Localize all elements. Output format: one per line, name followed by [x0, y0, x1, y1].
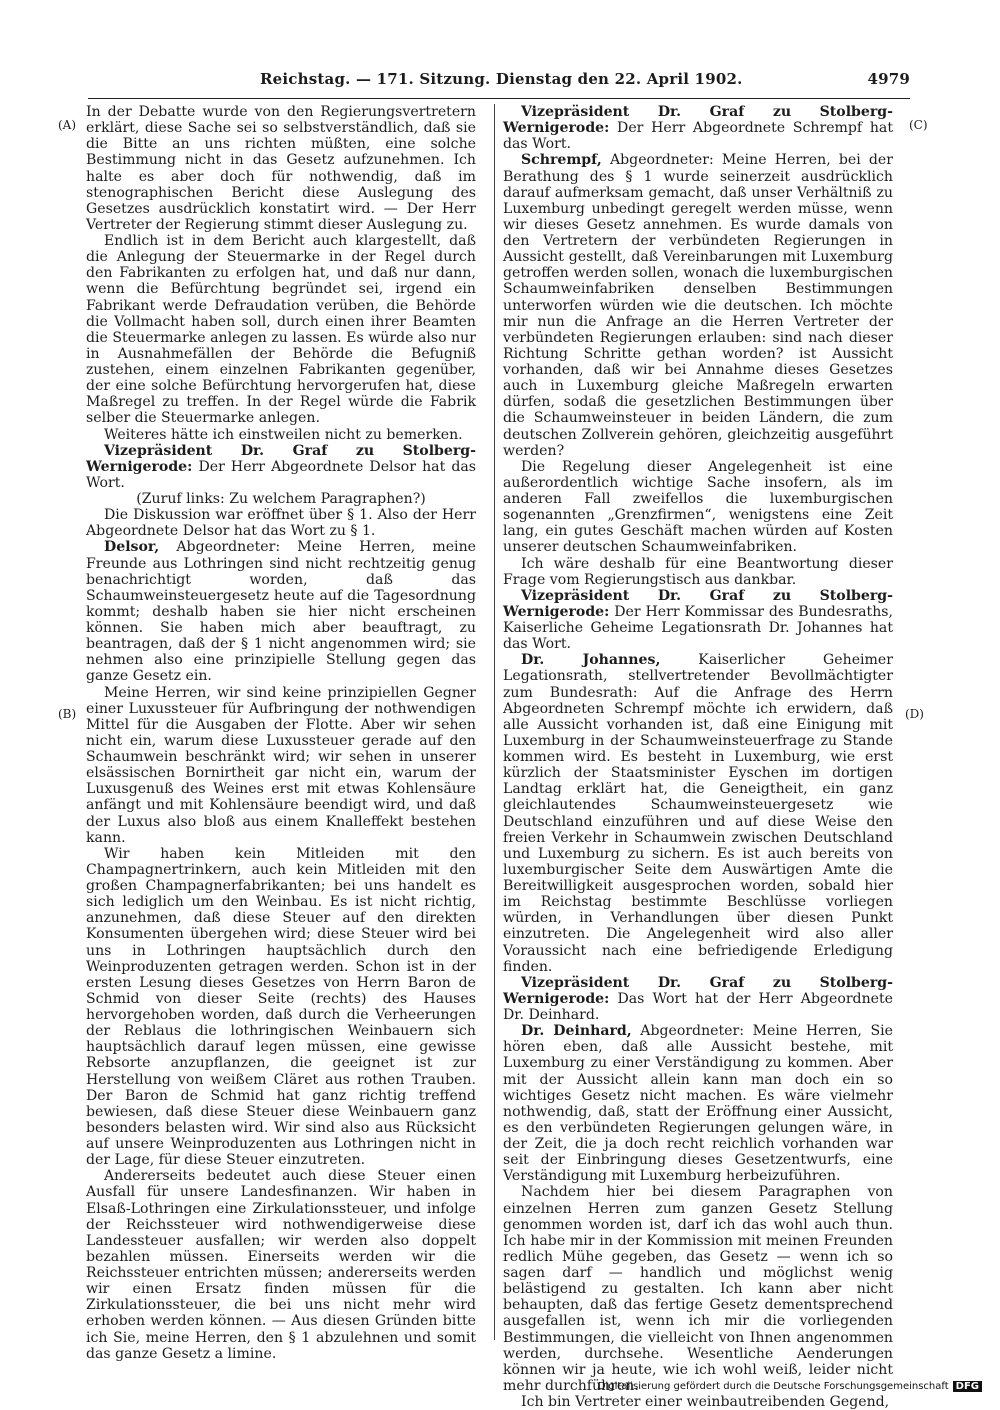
page-footer [598, 1381, 982, 1392]
speaker-paragraph [86, 539, 476, 684]
speaker-paragraph [503, 104, 893, 152]
paragraph-text: Kaiserlicher Geheimer Legationsrath, stellvertretender Bevollmächtigter zum Bundesrath: Auf die Anfrage des Herrn Abgeordneten Schrempf möchte ich erwidern, daß alle Aussicht vorhanden ist, daß eine Einigung mit Luxemburg in der Schaumweinsteuerfrage zu Stande kommen wird. Es besteht in Luxemburg, wie erst kürzlich der Staatsminister Eyschen im dortigen Landtag erklärt hat, die Geneigtheit, ein ganz gleichlautendes Schaumweinsteuergesetz wie Deutschland einzuführen und auf diese Weise den freien Verkehr in Schaumwein zwischen Deutschland und Luxemburg zu sichern. Es ist auch bereits von luxemburgischer Seite dem Auswärtigen Amte die Bereitwilligkeit ausgesprochen worden, sobald hier im Reichstag bestimmte Beschlüsse vorliegen würden, in Verhandlungen über diesen Punkt einzutreten. Die Angelegenheit wird also aller Voraussicht nach eine befriedigende Erledigung finden. [503, 652, 893, 975]
speaker-name: Dr. Johannes, [521, 652, 661, 669]
margin-marker-c: (C) [909, 118, 928, 132]
margin-marker-d: (D) [905, 707, 924, 721]
paragraph-text: Ich bin Vertreter einer weinbautreibenden Gegend, [521, 1394, 890, 1410]
paragraph-text: Meine Herren, wir sind keine prinzipiellen Gegner einer Luxussteuer für Aufbringung der nothwendigen Mittel für die Ausgaben der Flotte. Aber wir sehen nicht ein, warum diese Luxussteuer gerade auf den Schaumwein beschränkt wird; wir sehen in unserer elsässischen Bornirtheit gar nicht ein, warum der Luxusgenuß des Weines erst mit etwas Kohlensäure anfängt und mit Kohlensäure beendigt wird, und daß der Luxus also bloß aus einem Knalleffekt bestehen kann. [86, 684, 476, 846]
header-rule [88, 98, 910, 99]
speaker-name: Vizepräsident Dr. Graf zu Stolberg-Wernigerode: [503, 104, 893, 137]
paragraph [503, 1394, 893, 1410]
speaker-paragraph [503, 652, 893, 975]
paragraph [503, 459, 893, 556]
paragraph [86, 685, 476, 846]
speaker-name: Delsor, [104, 539, 160, 556]
paragraph [86, 233, 476, 427]
speaker-name: Schrempf, [521, 152, 602, 169]
speaker-name: Dr. Deinhard, [521, 1023, 632, 1040]
paragraph-text: In der Debatte wurde von den Regierungsvertretern erklärt, diese Sache sei so selbstverständlich, daß sie die Bitte an uns richten müßten, eine solche Bestimmung nicht in das Gesetz aufzunehmen. Ich halte es aber doch für nothwendig, daß im stenographischen Bericht diese Auslegung des Gesetzes ausdrücklich konstatirt wird. — Der Herr Vertreter der Regierung stimmt dieser Auslegung zu. [86, 104, 476, 233]
page-header [230, 70, 910, 92]
speaker-paragraph [86, 443, 476, 491]
paragraph [86, 427, 476, 443]
column-divider [494, 104, 495, 1340]
paragraph-text: Weiteres hätte ich einstweilen nicht zu bemerken. [104, 426, 463, 443]
speaker-paragraph [503, 975, 893, 1023]
page-number: 4979 [867, 70, 910, 88]
speaker-paragraph [503, 588, 893, 653]
paragraph [86, 507, 476, 539]
paragraph-text: Ich wäre deshalb für eine Beantwortung dieser Frage vom Regierungstisch aus dankbar. [503, 555, 893, 588]
paragraph-text: Abgeordneter: Meine Herren, meine Freunde aus Lothringen sind nicht rechtzeitig genug benachrichtigt worden, daß das Schaumweinsteuergesetz heute auf die Tagesordnung kommt; deshalb haben sie hier nicht erscheinen können. Sie haben mich aber beauftragt, zu beantragen, daß der § 1 nicht angenommen wird; sie nehmen also eine prinzipielle Stellung gegen das ganze Gesetz ein. [86, 539, 476, 685]
paragraph-text: Endlich ist in dem Bericht auch klargestellt, daß die Anlegung der Steuermarke in der Regel durch den Fabrikanten zu erfolgen hat, und daß nur dann, wenn die Befürchtung begründet sei, irgend ein Fabrikant werde Defraudation verüben, die Behörde die Vollmacht haben soll, durch einen ihrer Beamten die Steuermarke anlegen zu lassen. Es würde also nur in Ausnahmefällen der Behörde die Befugniß zustehen, einem einzelnen Fabrikanten gegenüber, der eine solche Befürchtung hervorgerufen hat, diese Maßregel zu treffen. In der Regel würde die Fabrik selber die Steuermarke anlegen. [86, 233, 476, 427]
paragraph-text: Abgeordneter: Meine Herren, bei der Berathung des § 1 wurde seinerzeit ausdrücklich darauf aufmerksam gemacht, daß unser Verhältniß zu Luxemburg unbedingt geregelt werden müsse, wenn wir dieses Gesetz annehmen. Es wurde damals von den Vertretern der verbündeten Regierungen in Aussicht gestellt, daß Vereinbarungen mit Luxemburg getroffen werden sollen, wonach die luxemburgischen Schaumweinfabriken denselben Bestimmungen unterworfen würden wie die deutschen. Ich möchte mir nun die Anfrage an die Herren Vertreter der verbündeten Regierungen erlauben: sind nach dieser Richtung Schritte gethan worden? ist Aussicht vorhanden, daß wir bei Annahme dieses Gesetzes auch in Luxemburg gleiche Maßregeln erwarten dürfen, sodaß die gesetzlichen Bestimmungen über die Schaumweinsteuer in beiden Ländern, die zum deutschen Zollverein gehören, gleichzeitig ausgeführt werden? [503, 152, 893, 459]
speaker-name: Vizepräsident Dr. Graf zu Stolberg-Wernigerode: [503, 974, 893, 1007]
paragraph-text: Nachdem hier bei diesem Paragraphen von einzelnen Herren zum ganzen Gesetz Stellung genommen worden ist, darf ich das wohl auch thun. Ich habe mir in der Kommission mit meinen Freunden redlich Mühe gegeben, das Gesetz — wenn ich so sagen darf — handlich und möglichst wenig belästigend zu gestalten. Ich kann aber nicht behaupten, daß das fertige Gesetz dementsprechend ausgefallen ist, wenn ich mir die vorliegenden Bestimmungen, die vielleicht von Ihnen angenommen werden, durchsehe. Wesentliche Aenderungen können wir ja heute, wie ich wohl weiß, leider nicht mehr durchführen. [503, 1184, 893, 1394]
margin-marker-a: (A) [58, 118, 77, 132]
speaker-paragraph [503, 152, 893, 458]
interjection [86, 491, 476, 507]
paragraph-text: Das Wort hat der Herr Abgeordnete Dr. Deinhard. [503, 990, 893, 1023]
footer-text: Digitalisierung gefördert durch die Deutsche Forschungsgemeinschaft [597, 1381, 949, 1392]
speaker-paragraph [503, 1023, 893, 1184]
dfg-logo: DFG [953, 1381, 982, 1392]
header-title: Reichstag. — 171. Sitzung. Dienstag den 22. April 1902. [260, 70, 743, 88]
paragraph [86, 846, 476, 1169]
left-column [86, 104, 476, 1362]
paragraph-text: Der Herr Abgeordnete Schrempf hat das Wort. [503, 120, 893, 153]
paragraph-text: Wir haben kein Mitleiden mit den Champagnertrinkern, auch kein Mitleiden mit den großen Champagnerfabrikanten; bei uns handelt es sich lediglich um den Weinbau. Es ist nicht richtig, anzunehmen, daß diese Steuer auf den direkten Konsumenten übergehen wird; diese Steuer wird bei uns in Lothringen hauptsächlich durch den Weinproduzenten getragen werden. Schon ist in der ersten Lesung dieses Gesetzes von Herrn Baron de Schmid von dieser Seite (rechts) des Hauses hervorgehoben worden, daß durch die Verheerungen der Reblaus die lothringischen Weinbauern sich hauptsächlich darauf legen müssen, eine gewisse Rebsorte anzupflanzen, die geeignet ist zur Herstellung von weißem Cläret aus rothen Trauben. Der Baron de Schmid hat ganz richtig treffend bewiesen, daß diese Steuer diese Weinbauern ganz besonders belasten wird. Wir sind also aus Rücksicht auf unsere Weinproduzenten aus Lothringen nicht in der Lage, für diese Steuer einzutreten. [86, 845, 476, 1169]
paragraph-text: Der Herr Kommissar des Bundesraths, Kaiserliche Geheime Legationsrath Dr. Johannes hat das Wort. [503, 603, 893, 653]
margin-marker-b: (B) [58, 707, 77, 721]
paragraph [86, 104, 476, 233]
paragraph-text: (Zuruf links: Zu welchem Paragraphen?) [136, 491, 426, 507]
paragraph [503, 556, 893, 588]
speaker-name: Vizepräsident Dr. Graf zu Stolberg-Wernigerode: [503, 587, 893, 620]
paragraph [86, 1168, 476, 1362]
paragraph-text: Abgeordneter: Meine Herren, Sie hören eben, daß alle Aussicht bestehe, mit Luxemburg zu einer Verständigung zu kommen. Aber mit der Aussicht allein kann man doch ein so wichtiges Gesetz nicht machen. Es wäre vielmehr nothwendig, daß, statt der Eröffnung einer Aussicht, es den verbündeten Regierungen gelungen wäre, in der Zeit, die ja doch recht reichlich vorhanden war seit der Einbringung dieses Gesetzentwurfs, eine Verständigung mit Luxemburg herbeizuführen. [503, 1023, 893, 1185]
paragraph-text: Der Herr Abgeordnete Delsor hat das Wort. [86, 458, 476, 491]
speaker-name: Vizepräsident Dr. Graf zu Stolberg-Wernigerode: [86, 442, 476, 475]
paragraph-text: Die Regelung dieser Angelegenheit ist eine außerordentlich wichtige Sache insofern, als im anderen Fall zweifellos die luxemburgischen sogenannten „Grenzfirmen“, wenigstens eine Zeit lang, ein gutes Geschäft machen würden auf Kosten unserer deutschen Schaumweinfabriken. [503, 458, 893, 556]
paragraph [503, 1184, 893, 1394]
paragraph-text: Andererseits bedeutet auch diese Steuer einen Ausfall für unsere Landesfinanzen. Wir haben in Elsaß-Lothringen eine Zirkulationssteuer, und infolge der Reichssteuer wird nothwendigerweise diese Landessteuer ausfallen; wir werden also doppelt bezahlen müssen. Einerseits werden wir die Reichssteuer entrichten müssen; andererseits werden wir einen Ersatz finden müssen für die Zirkulationssteuer, die bei uns nicht mehr wird erhoben werden können. — Aus diesen Gründen bitte ich Sie, meine Herren, den § 1 abzulehnen und somit das ganze Gesetz a limine. [86, 1168, 476, 1362]
paragraph-text: Die Diskussion war eröffnet über § 1. Also der Herr Abgeordnete Delsor hat das Wort zu § 1. [86, 507, 476, 540]
